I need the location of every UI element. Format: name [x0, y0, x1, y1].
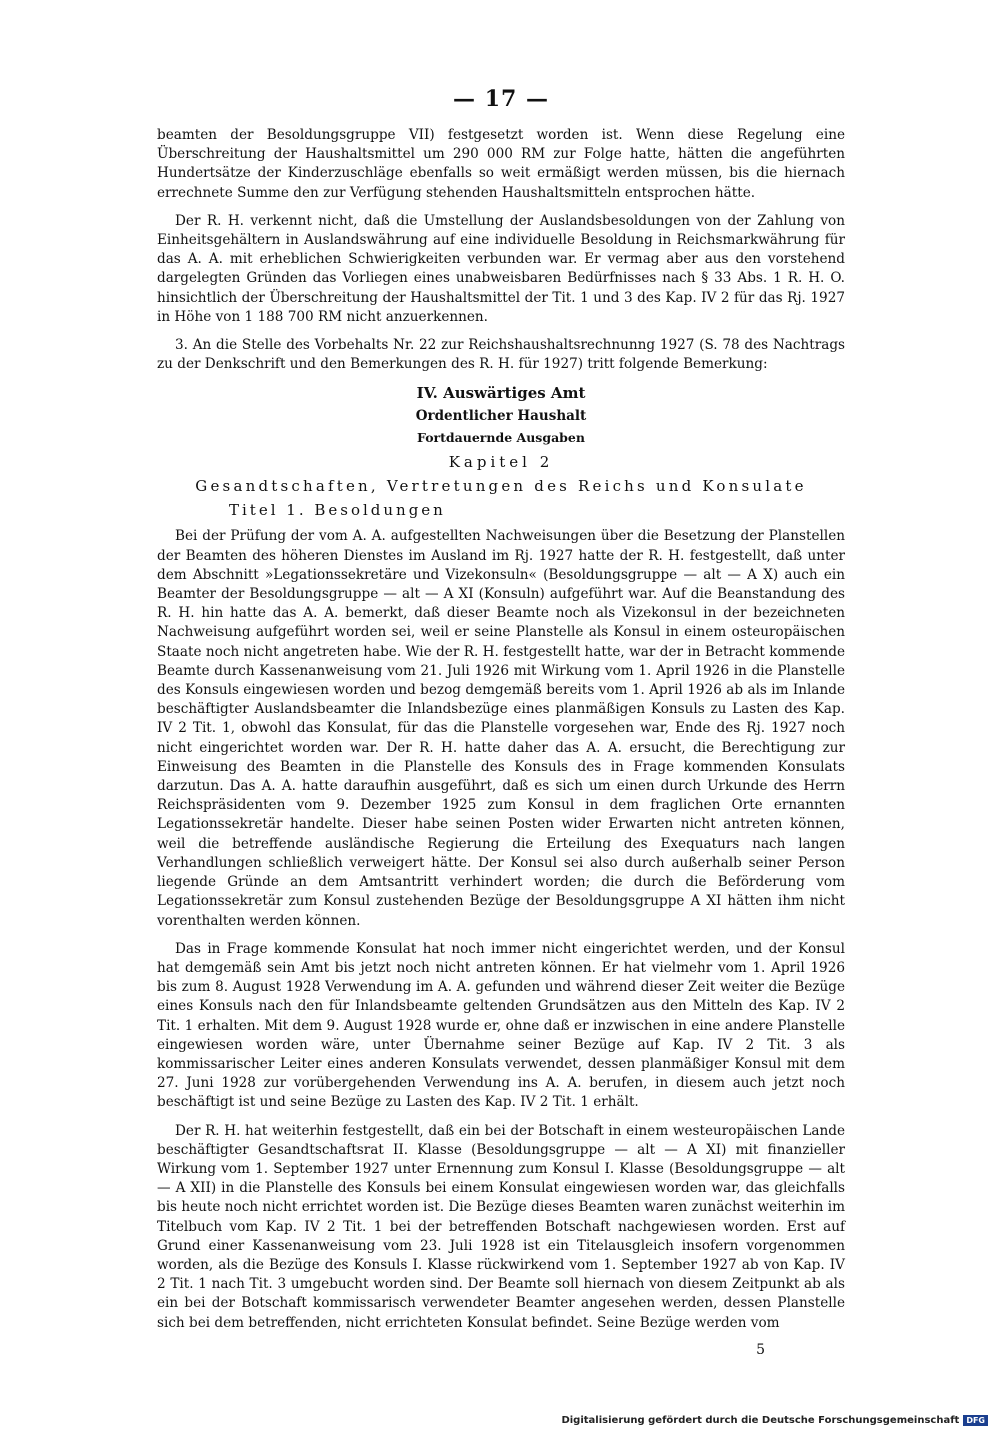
signature-mark: 5 [756, 1341, 765, 1358]
paragraph-body-3: Der R. H. hat weiterhin festgestellt, daß ein bei der Botschaft in einem westeuropäischen Lande beschäftigter Gesandtschaftsrat II. Klasse (Besoldungsgruppe — alt — A XI) mit finanzieller Wirkung vom 1. September 1927 unter Ernennung zum Konsul I. Klasse (Besoldungsgruppe — alt — A XII) in die Planstelle des Konsuls bei einem Konsulat eingewiesen worden war, das gleichfalls bis heute noch nicht errichtet worden ist. Die Bezüge dieses Beamten waren zunächst weiterhin im Titelbuch vom Kap. IV 2 Tit. 1 bei der betreffenden Botschaft nachgewiesen worden. Erst auf Grund einer Kassenanweisung vom 23. Juli 1928 ist ein Titelausgleich insofern vorgenommen worden, als die Bezüge des Konsuls I. Klasse rückwirkend vom 1. September 1927 ab von Kap. IV 2 Tit. 1 nach Tit. 3 umgebucht worden sind. Der Beamte soll hiernach von diesem Zeitpunkt ab als ein bei der Botschaft kommissarisch verwendeter Beamter angesehen werden, dessen Planstelle sich bei dem betreffenden, nicht errichteten Konsulat befindet. Seine Bezüge werden vom [157, 1122, 845, 1331]
paragraph-top-2: Der R. H. verkennt nicht, daß die Umstellung der Auslandsbesoldungen von der Zahlung von Einheitsgehältern in Auslandswährung auf eine individuelle Besoldung in Reichsmarkwährung für das A. A. mit erheblichen Schwierigkeiten verbunden war. Er vermag aber aus den vorstehend dargelegten Gründen das Vorliegen eines unabweisbaren Bedürfnisses nach § 33 Abs. 1 R. H. O. hinsichtlich der Überschreitung der Haushaltsmittel der Tit. 1 und 3 des Kap. IV 2 für das Rj. 1927 in Höhe von 1 188 700 RM nicht anzuerkennen. [157, 212, 845, 325]
page-number: — 17 — [453, 86, 549, 112]
document-page [157, 86, 845, 1358]
section-heading: IV. Auswärtiges Amt [416, 384, 586, 403]
footer-text: Digitalisierung gefördert durch die Deutsche Forschungsgemeinschaft [561, 1415, 960, 1426]
paragraph-body-1: Bei der Prüfung der vom A. A. aufgestellten Nachweisungen über die Besetzung der Planstellen der Beamten des höheren Dienstes im Ausland im Rj. 1927 hatte der R. H. festgestellt, daß unter dem Abschnitt »Legationssekretäre und Vizekonsuln« (Besoldungsgruppe — alt — A X) auch ein Beamter der Besoldungsgruppe — alt — A XI (Konsuln) aufgeführt war. Auf die Beanstandung des R. H. hin hatte das A. A. bemerkt, daß dieser Beamte noch als Vizekonsul in der bezeichneten Nachweisung aufgeführt worden sei, weil er seine Planstelle als Konsul in einem osteuropäischen Staate noch nicht angetreten habe. Wie der R. H. festgestellt hatte, war der in Betracht kommende Beamte durch Kassenanweisung vom 21. Juli 1926 mit Wirkung vom 1. April 1926 in die Planstelle des Konsuls eingewiesen worden und bezog demgemäß bereits vom 1. April 1926 ab als im Inlande beschäftigter Auslandsbeamter die Inlandsbezüge eines planmäßigen Konsuls zu Lasten des Kap. IV 2 Tit. 1, obwohl das Konsulat, für das die Planstelle vorgesehen war, Ende des Rj. 1927 noch nicht eingerichtet worden war. Der R. H. hatte daher das A. A. ersucht, die Berechtigung zur Einweisung des Beamten in die Planstelle des Konsuls des in Frage kommenden Konsulats darzutun. Das A. A. hatte daraufhin ausgeführt, daß es sich um einen durch Urkunde des Herrn Reichspräsidenten vom 9. Dezember 1925 zum Konsul in dem fraglichen Orte ernannten Legationssekretär handelte. Dieser habe seinen Posten wider Erwarten nicht antreten können, weil die betreffende ausländische Regierung die Erteilung des Exequaturs nach langen Verhandlungen schließlich verweigert hätte. Der Konsul sei also durch außerhalb seiner Person liegende Gründe an dem Amtsantritt verhindert worden; die durch die Beförderung vom Legationssekretär zum Konsul zustehenden Bezüge der Besoldungsgruppe A XI hätten ihm nicht vorenthalten werden können. [157, 528, 845, 929]
subsubsection-heading: Fortdauernde Ausgaben [417, 430, 585, 446]
paragraph-body-2: Das in Frage kommende Konsulat hat noch immer nicht eingerichtet werden, und der Konsul hat demgemäß sein Amt bis jetzt noch nicht antreten können. Er hat vielmehr vom 1. April 1926 bis zum 8. August 1928 Verwendung im A. A. gefunden und während dieser Zeit weiter die Bezüge eines Konsuls nach den für Inlandsbeamte geltenden Grundsätzen aus den Mitteln des Kap. IV 2 Tit. 1 erhalten. Mit dem 9. August 1928 wurde er, ohne daß er inzwischen in eine andere Planstelle eingewiesen worden wäre, unter Übernahme seiner Bezüge auf Kap. IV 2 Tit. 3 als kommissarischer Leiter eines anderen Konsulats verwendet, dessen planmäßiger Konsul mit dem 27. Juni 1928 zur vorübergehenden Verwendung ins A. A. berufen, in diesem auch jetzt noch beschäftigt ist und seine Bezüge zu Lasten des Kap. IV 2 Tit. 1 erhält. [157, 940, 845, 1111]
footer-credit [561, 1415, 988, 1426]
paragraph-top-3: 3. An die Stelle des Vorbehalts Nr. 22 zur Reichshaushaltsrechnunng 1927 (S. 78 des Nachtrags zu der Denkschrift und den Bemerkungen des R. H. für 1927) tritt folgende Bemerkung: [157, 337, 845, 373]
subsection-heading: Ordentlicher Haushalt [415, 408, 587, 425]
title-heading: Titel 1. Besoldungen [229, 501, 446, 520]
dfg-logo: DFG [963, 1415, 988, 1426]
chapter-heading: Kapitel 2 [448, 453, 554, 472]
chapter-title: Gesandtschaften, Vertretungen des Reichs und Konsulate [195, 477, 807, 496]
paragraph-top-1: beamten der Besoldungsgruppe VII) festgesetzt worden ist. Wenn diese Regelung eine Überschreitung der Haushaltsmittel um 290 000 RM zur Folge hatte, hätten die angeführten Hundertsätze der Kinderzuschläge ebenfalls so weit ermäßigt werden müssen, bis die hiernach errechnete Summe den zur Verfügung stehenden Haushaltsmitteln entsprochen hätte. [157, 127, 845, 201]
